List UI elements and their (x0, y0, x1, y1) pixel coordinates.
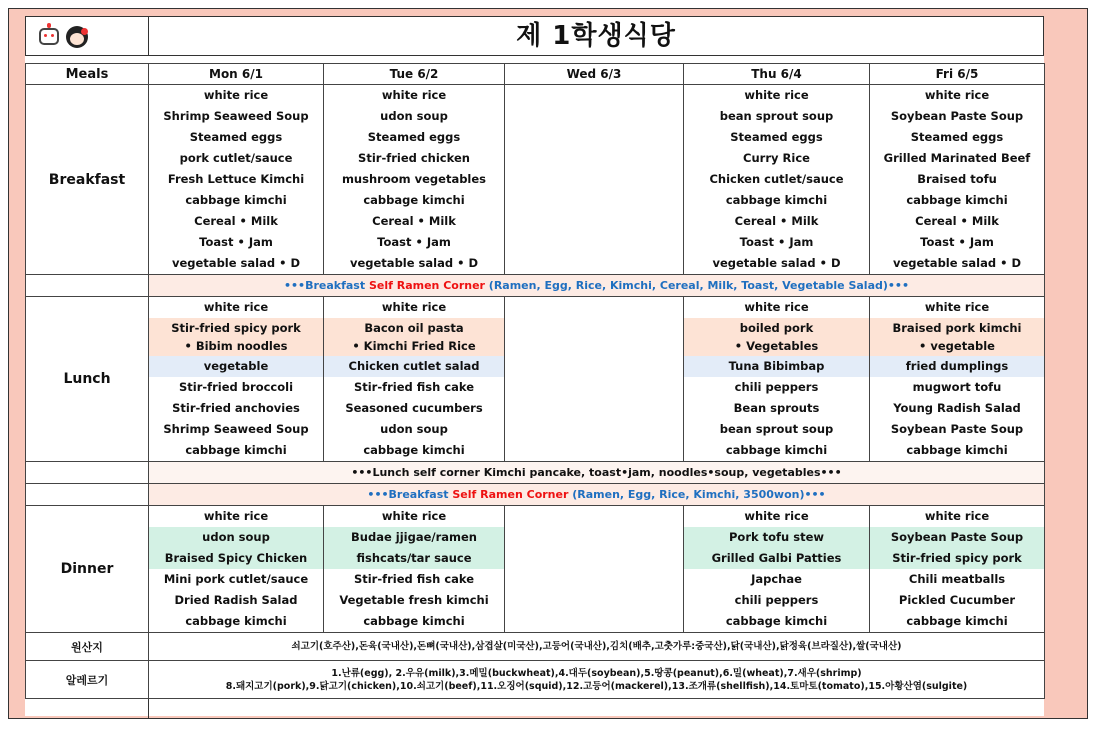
corner-note-text: (Ramen, Egg, Rice, Kimchi, Cereal, Milk, Toast, Vegetable Salad)••• (484, 279, 909, 292)
origin-row (26, 633, 1045, 661)
empty-day-cell (505, 297, 684, 462)
menu-item: Tuna Bibimbap (684, 356, 870, 377)
menu-item: Chicken cutlet salad (324, 356, 505, 377)
menu-item: Seasoned cucumbers (324, 398, 505, 419)
menu-item-line: Bacon oil pasta (364, 321, 464, 335)
menu-item-line: Braised pork kimchi (892, 321, 1022, 335)
menu-item: Grilled Marinated Beef (870, 148, 1045, 169)
col-header-fri: Fri 6/5 (870, 64, 1045, 85)
menu-item: white rice (149, 297, 324, 319)
table-row (26, 297, 1045, 319)
menu-item: bean sprout soup (684, 419, 870, 440)
table-row (26, 85, 1045, 107)
menu-item: Soybean Paste Soup (870, 106, 1045, 127)
menu-item: cabbage kimchi (324, 440, 505, 462)
menu-item: Cereal • Milk (684, 211, 870, 232)
menu-item: white rice (149, 506, 324, 528)
menu-item: cabbage kimchi (149, 611, 324, 633)
menu-item: white rice (324, 85, 505, 107)
menu-item: mugwort tofu (870, 377, 1045, 398)
menu-item: cabbage kimchi (149, 440, 324, 462)
table-row (26, 275, 1045, 297)
col-header-tue: Tue 6/2 (324, 64, 505, 85)
allergy-text (149, 661, 1045, 699)
menu-item: cabbage kimchi (870, 440, 1045, 462)
menu-item: white rice (684, 297, 870, 319)
menu-item: Cereal • Milk (870, 211, 1045, 232)
menu-item: Toast • Jam (324, 232, 505, 253)
menu-item: pork cutlet/sauce (149, 148, 324, 169)
menu-item: Shrimp Seaweed Soup (149, 419, 324, 440)
menu-item: Japchae (684, 569, 870, 590)
menu-item: Stir-fried broccoli (149, 377, 324, 398)
corner-note-text: •••Breakfast (284, 279, 369, 292)
logo (26, 17, 149, 55)
menu-item: udon soup (324, 106, 505, 127)
origin-text: 쇠고기(호주산),돈육(국내산),돈뼈(국내산),삼겹살(미국산),고등어(국내산),김치(배추,고춧가루:중국산),닭(국내산),닭정육(브라질산),쌀(국내산) (149, 633, 1045, 661)
menu-item (684, 318, 870, 356)
menu-item: cabbage kimchi (149, 190, 324, 211)
table-row (26, 462, 1045, 484)
menu-item: Toast • Jam (870, 232, 1045, 253)
menu-item: cabbage kimchi (324, 611, 505, 633)
menu-item: vegetable salad • D (684, 253, 870, 275)
menu-item: Braised Spicy Chicken (149, 548, 324, 569)
menu-item: white rice (324, 297, 505, 319)
menu-item: white rice (149, 85, 324, 107)
breakfast-corner-note (149, 275, 1045, 297)
menu-item: Budae jjigae/ramen (324, 527, 505, 548)
header (25, 16, 1044, 56)
menu-item: Toast • Jam (684, 232, 870, 253)
col-header-thu: Thu 6/4 (684, 64, 870, 85)
menu-item: Steamed eggs (684, 127, 870, 148)
corner-note-text: (Ramen, Egg, Rice, Kimchi, 3500won)••• (568, 488, 826, 501)
row-label-dinner: Dinner (26, 506, 149, 633)
menu-item: fried dumplings (870, 356, 1045, 377)
origin-label: 원산지 (26, 633, 149, 661)
menu-item: mushroom vegetables (324, 169, 505, 190)
header-row (26, 64, 1045, 85)
menu-item: Steamed eggs (324, 127, 505, 148)
row-label-spacer (26, 462, 149, 484)
menu-item: Steamed eggs (870, 127, 1045, 148)
empty-day-cell (505, 506, 684, 633)
menu-item: udon soup (324, 419, 505, 440)
menu-item-line: Stir-fried spicy pork (171, 321, 301, 335)
menu-item: Shrimp Seaweed Soup (149, 106, 324, 127)
menu-table (25, 63, 1045, 699)
menu-item: Bean sprouts (684, 398, 870, 419)
menu-item: Cereal • Milk (149, 211, 324, 232)
menu-item: Stir-fried anchovies (149, 398, 324, 419)
menu-item-line: • Bibim noodles (184, 339, 288, 353)
allergy-line: 8.돼지고기(pork),9.닭고기(chicken),10.쇠고기(beef),11.오징어(squid),12.고등어(mackerel),13.조개류(shellfish),14.토마토(tomato),15.아황산염(sulgite) (225, 680, 968, 692)
row-label-spacer (26, 275, 149, 297)
menu-item-line: • Vegetables (734, 339, 819, 353)
menu-item: white rice (870, 297, 1045, 319)
menu-item: Cereal • Milk (324, 211, 505, 232)
menu-item: chili peppers (684, 377, 870, 398)
menu-item: Curry Rice (684, 148, 870, 169)
menu-item: white rice (324, 506, 505, 528)
allergy-line: 1.난류(egg), 2.우유(milk),3.메밀(buckwheat),4.대두(soybean),5.땅콩(peanut),6.밀(wheat),7.새우(shrimp) (331, 667, 862, 679)
menu-item: Vegetable fresh kimchi (324, 590, 505, 611)
col-header-mon: Mon 6/1 (149, 64, 324, 85)
menu-item: white rice (870, 506, 1045, 528)
col-header-meals: Meals (26, 64, 149, 85)
girl-mascot-icon (66, 26, 88, 48)
menu-item: cabbage kimchi (870, 611, 1045, 633)
menu-item: Dried Radish Salad (149, 590, 324, 611)
menu-item: cabbage kimchi (684, 190, 870, 211)
menu-item: Toast • Jam (149, 232, 324, 253)
menu-item-line: • Kimchi Fried Rice (352, 339, 476, 353)
menu-item: white rice (684, 85, 870, 107)
menu-item: white rice (870, 85, 1045, 107)
menu-item: Stir-fried spicy pork (870, 548, 1045, 569)
menu-item-line: boiled pork (739, 321, 814, 335)
row-label-spacer (26, 484, 149, 506)
menu-item-line: • vegetable (919, 339, 995, 353)
menu-item: fishcats/tar sauce (324, 548, 505, 569)
menu-item: cabbage kimchi (870, 190, 1045, 211)
menu-item: Pickled Cucumber (870, 590, 1045, 611)
menu-item: Soybean Paste Soup (870, 527, 1045, 548)
menu-item: vegetable salad • D (324, 253, 505, 275)
menu-item: Young Radish Salad (870, 398, 1045, 419)
robot-icon (39, 28, 59, 45)
menu-item: vegetable salad • D (870, 253, 1045, 275)
menu-item (149, 318, 324, 356)
row-label-lunch: Lunch (26, 297, 149, 462)
menu-item: Stir-fried fish cake (324, 569, 505, 590)
menu-item: Chili meatballs (870, 569, 1045, 590)
menu-item: cabbage kimchi (684, 440, 870, 462)
menu-item: vegetable (149, 356, 324, 377)
allergy-label: 알레르기 (26, 661, 149, 699)
breakfast-corner-note-2 (149, 484, 1045, 506)
menu-item: chili peppers (684, 590, 870, 611)
menu-item: Grilled Galbi Patties (684, 548, 870, 569)
menu-item (870, 318, 1045, 356)
menu-item: cabbage kimchi (684, 611, 870, 633)
menu-item: cabbage kimchi (324, 190, 505, 211)
menu-item (324, 318, 505, 356)
menu-item: Steamed eggs (149, 127, 324, 148)
menu-item: white rice (684, 506, 870, 528)
menu-item: Fresh Lettuce Kimchi (149, 169, 324, 190)
empty-day-cell (505, 85, 684, 275)
corner-note-text: Self Ramen Corner (368, 279, 485, 292)
menu-item: vegetable salad • D (149, 253, 324, 275)
menu-item: Stir-fried fish cake (324, 377, 505, 398)
menu-item: udon soup (149, 527, 324, 548)
menu-item: Mini pork cutlet/sauce (149, 569, 324, 590)
menu-item: bean sprout soup (684, 106, 870, 127)
table-row (26, 484, 1045, 506)
page-title: 제 1학생식당 (516, 21, 676, 51)
corner-note-text: •••Breakfast (367, 488, 453, 501)
allergy-row (26, 661, 1045, 699)
menu-item: Braised tofu (870, 169, 1045, 190)
menu-item: Pork tofu stew (684, 527, 870, 548)
row-label-breakfast: Breakfast (26, 85, 149, 275)
menu-item: Chicken cutlet/sauce (684, 169, 870, 190)
lunch-corner-note: •••Lunch self corner Kimchi pancake, toast•jam, noodles•soup, vegetables••• (149, 462, 1045, 484)
col-header-wed: Wed 6/3 (505, 64, 684, 85)
menu-item: Stir-fried chicken (324, 148, 505, 169)
menu-item: Soybean Paste Soup (870, 419, 1045, 440)
table-row (26, 506, 1045, 528)
corner-note-text: Self Ramen Corner (452, 488, 569, 501)
